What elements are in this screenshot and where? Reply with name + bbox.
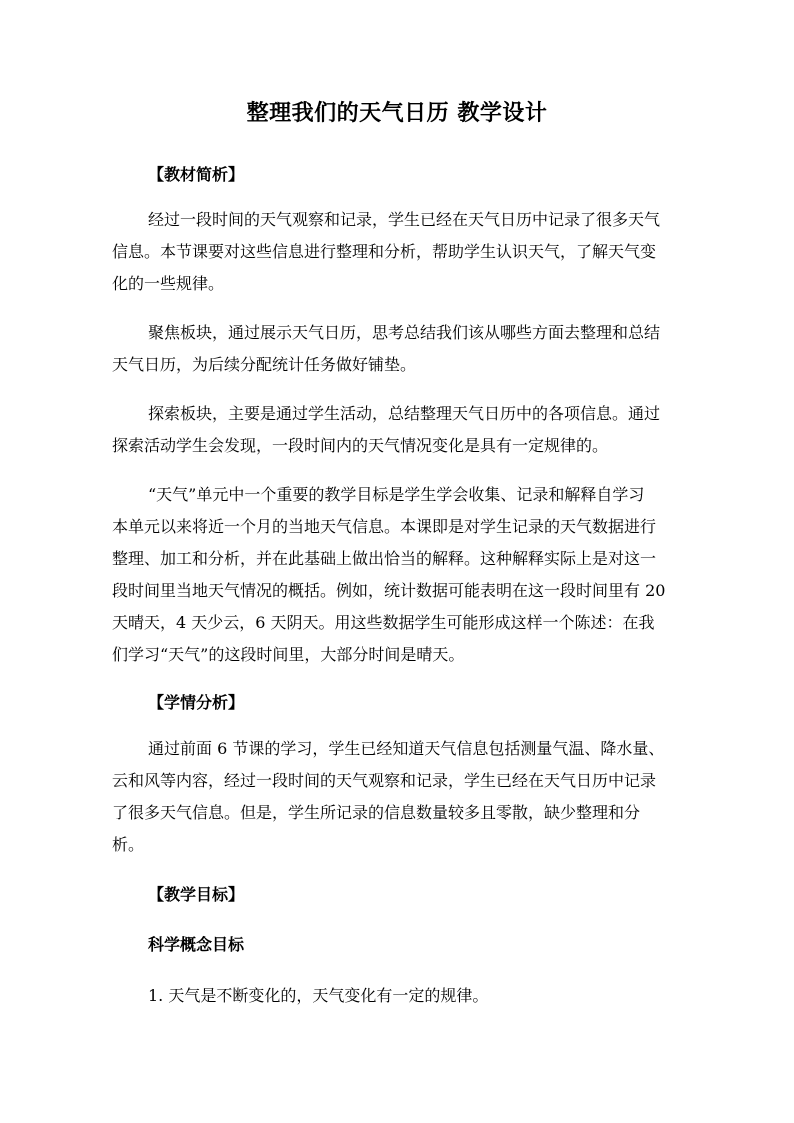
paragraph-line: 了很多天气信息。但是，学生所记录的信息数量较多且零散，缺少整理和分 xyxy=(112,803,641,822)
paragraph-line: 段时间里当地天气情况的概括。例如，统计数据可能表明在这一段时间里有 20 xyxy=(112,581,666,600)
paragraph-line: 探索板块，主要是通过学生活动，总结整理天气日历中的各项信息。通过 xyxy=(148,404,661,423)
paragraph-line: 经过一段时间的天气观察和记录，学生已经在天气日历中记录了很多天气 xyxy=(148,210,661,229)
paragraph-line: 通过前面 6 节课的学习，学生已经知道天气信息包括测量气温、降水量、 xyxy=(148,739,665,758)
subheading-science-concept: 科学概念目标 xyxy=(148,935,245,954)
paragraph-line: 天晴天，4 天少云，6 天阴天。用这些数据学生可能形成这样一个陈述：在我 xyxy=(112,613,655,632)
paragraph xyxy=(112,733,672,861)
section-heading-textbook: 【教材简析】 xyxy=(148,165,245,184)
paragraph xyxy=(112,479,672,671)
section-heading-goals: 【教学目标】 xyxy=(148,885,245,904)
paragraph xyxy=(112,204,672,300)
paragraph-line: 云和风等内容，经过一段时间的天气观察和记录，学生已经在天气日历中记录 xyxy=(112,771,657,790)
section-heading-learners: 【学情分析】 xyxy=(148,693,245,712)
paragraph-line: 探索活动学生会发现，一段时间内的天气情况变化是具有一定规律的。 xyxy=(112,436,609,455)
paragraph-line: 整理、加工和分析，并在此基础上做出恰当的解释。这种解释实际上是对这一 xyxy=(112,549,657,568)
paragraph-line: 化的一些规律。 xyxy=(112,274,225,293)
document-title: 整理我们的天气日历 教学设计 xyxy=(246,100,548,126)
paragraph-line: 天气日历，为后续分配统计任务做好铺垫。 xyxy=(112,355,417,374)
paragraph-line: 析。 xyxy=(112,835,145,854)
paragraph-line: 本单元以来将近一个月的当地天气信息。本课即是对学生记录的天气数据进行 xyxy=(112,517,657,536)
paragraph xyxy=(112,398,672,462)
paragraph-line: 们学习“天气”的这段时间里，大部分时间是晴天。 xyxy=(112,645,465,664)
paragraph-line: 信息。本节课要对这些信息进行整理和分析，帮助学生认识天气，了解天气变 xyxy=(112,242,657,261)
paragraph xyxy=(112,317,672,381)
goal-item: 1. 天气是不断变化的，天气变化有一定的规律。 xyxy=(148,986,489,1005)
paragraph-line: 聚焦板块，通过展示天气日历，思考总结我们该从哪些方面去整理和总结 xyxy=(148,323,661,342)
paragraph-line: “天气”单元中一个重要的教学目标是学生学会收集、记录和解释自学习 xyxy=(148,485,645,504)
